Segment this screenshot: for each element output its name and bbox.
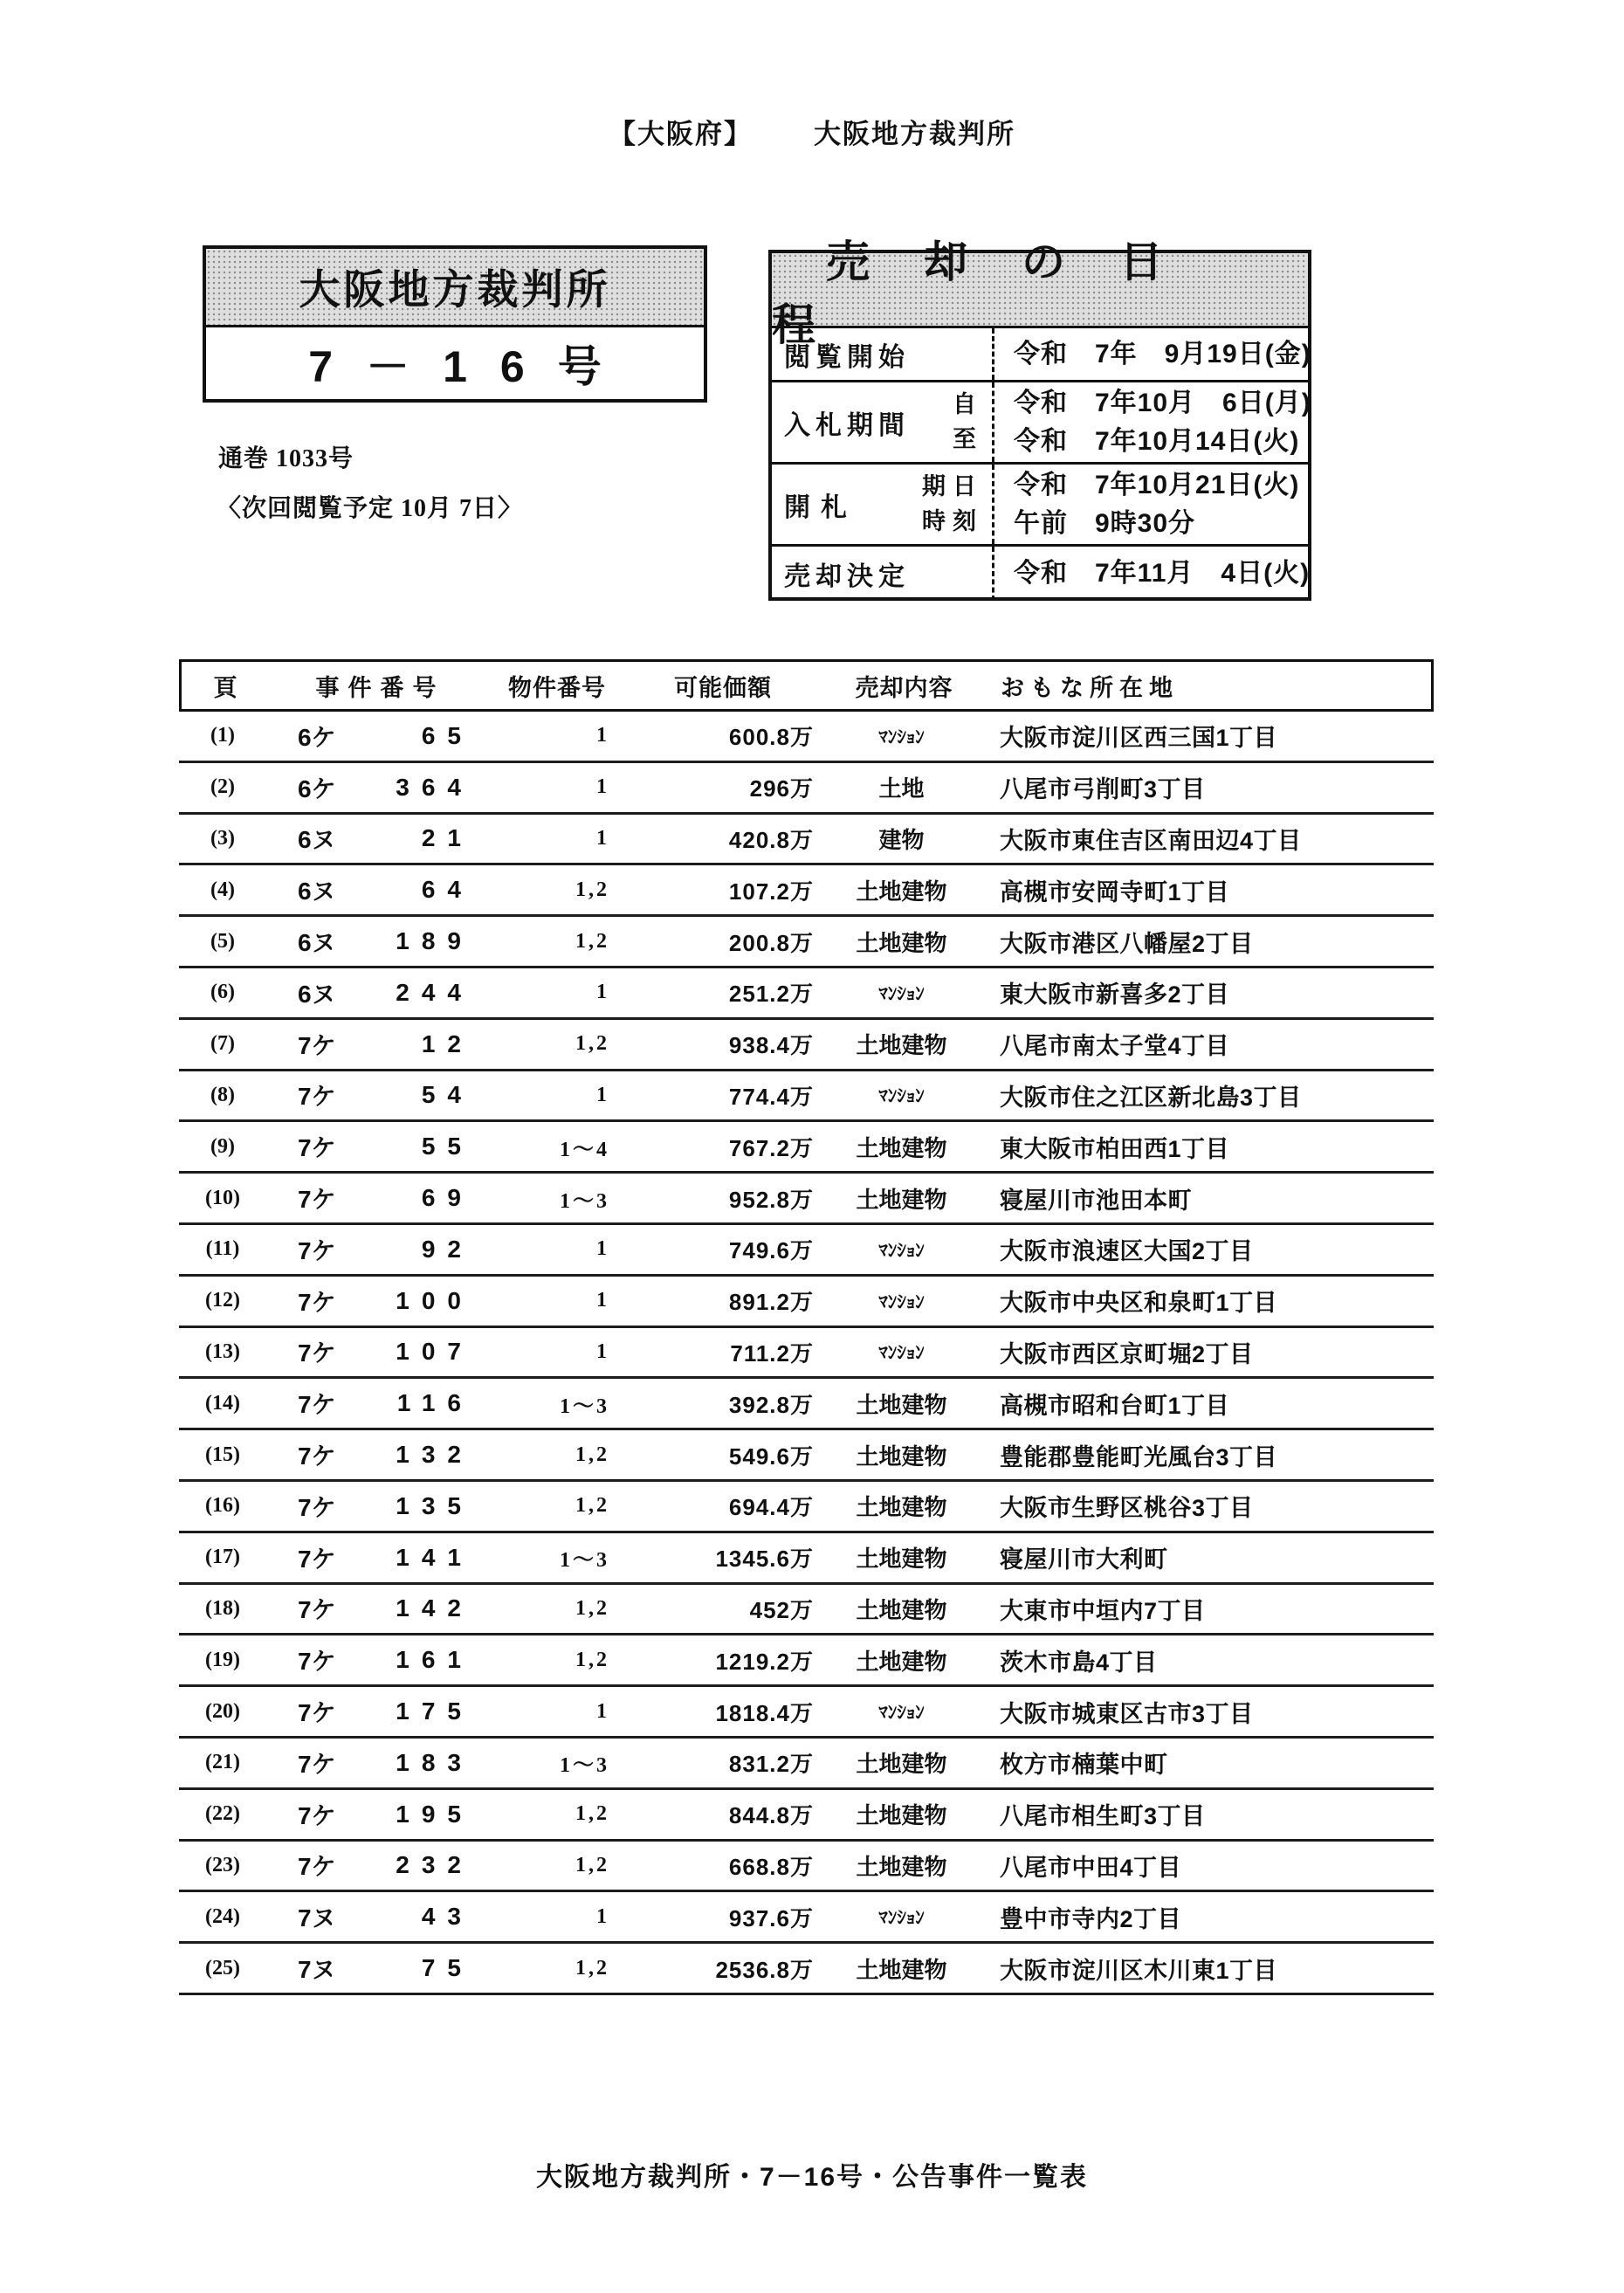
court-name-top: 大阪地方裁判所 xyxy=(814,119,1015,149)
cell-price: 296万 xyxy=(749,775,814,802)
table-row xyxy=(179,1842,1434,1893)
cell-location: 八尾市相生町3丁目 xyxy=(1000,1803,1206,1830)
cell-case-mark: 7ケ xyxy=(298,1391,336,1419)
cell-case-mark: 7ケ xyxy=(298,1339,336,1367)
cell-page: (2) xyxy=(210,775,235,799)
table-row xyxy=(179,1944,1434,1995)
cell-case-mark: 7ヌ xyxy=(298,1956,336,1984)
cell-location: 大阪市浪速区大国2丁目 xyxy=(1000,1238,1254,1265)
cell-location: 東大阪市新喜多2丁目 xyxy=(1000,981,1230,1009)
cell-location: 豊中市寺内2丁目 xyxy=(1000,1905,1182,1932)
cell-sale-type: 土地建物 xyxy=(856,1134,947,1161)
cell-price: 107.2万 xyxy=(728,878,814,905)
cell-case-num: 107 xyxy=(396,1338,473,1366)
cell-location: 大阪市住之江区新北島3丁目 xyxy=(1000,1084,1302,1111)
cell-sale-type: 土地建物 xyxy=(856,1853,947,1880)
cell-case-no xyxy=(266,719,489,754)
cell-sale-type: 建物 xyxy=(878,826,925,853)
cell-case-mark: 6ヌ xyxy=(298,826,336,854)
cell-page: (8) xyxy=(210,1083,235,1106)
table-row xyxy=(179,1122,1434,1174)
cell-page: (6) xyxy=(210,981,235,1004)
table-row xyxy=(179,1379,1434,1430)
cell-case-no xyxy=(266,1797,489,1832)
cell-item-no: 1～3 xyxy=(560,1394,609,1418)
next-viewing-label: 〈次回閲覧予定 10月 7日〉 xyxy=(217,495,524,522)
cell-price: 549.6万 xyxy=(728,1443,814,1470)
cell-item-no: 1,2 xyxy=(575,1956,609,1980)
table-body xyxy=(179,712,1434,1995)
cell-page: (4) xyxy=(210,878,235,901)
schedule-label xyxy=(772,328,992,380)
cell-location: 大阪市城東区古市3丁目 xyxy=(1000,1700,1254,1727)
cell-case-num: 232 xyxy=(396,1851,473,1879)
cell-item-no: 1,2 xyxy=(575,1494,609,1518)
schedule-label xyxy=(772,465,992,544)
cell-price: 952.8万 xyxy=(728,1186,814,1213)
cell-sale-type: 土地建物 xyxy=(856,1648,947,1675)
cell-location: 大阪市生野区桃谷3丁目 xyxy=(1000,1495,1254,1522)
cell-case-num: 195 xyxy=(396,1800,473,1828)
cell-price: 600.8万 xyxy=(728,724,814,751)
col-header-sale-type: 売却内容 xyxy=(855,674,953,701)
cell-price: 694.4万 xyxy=(728,1494,814,1521)
cell-page: (20) xyxy=(205,1699,240,1723)
schedule-row xyxy=(772,328,1311,382)
cell-sale-type: 土地建物 xyxy=(856,878,947,905)
cell-case-num: 43 xyxy=(421,1903,473,1931)
cell-case-num: 64 xyxy=(421,876,473,904)
cell-case-num: 92 xyxy=(421,1235,473,1263)
table-row xyxy=(179,1430,1434,1482)
schedule-value xyxy=(992,547,1310,601)
cell-case-mark: 7ケ xyxy=(298,1288,336,1316)
cell-case-no xyxy=(266,975,489,1010)
cell-case-no xyxy=(266,1951,489,1986)
schedule-rows xyxy=(772,328,1311,601)
cell-page: (13) xyxy=(205,1339,240,1363)
cell-sale-type: 土地建物 xyxy=(856,1494,947,1521)
cell-case-num: 54 xyxy=(421,1081,473,1109)
cell-item-no: 1,2 xyxy=(575,1802,609,1826)
cell-case-mark: 7ケ xyxy=(298,1443,336,1470)
cell-sale-type: ﾏﾝｼｮﾝ xyxy=(878,726,925,747)
table-row xyxy=(179,1277,1434,1328)
cell-case-num: 75 xyxy=(421,1954,473,1982)
cell-case-mark: 7ケ xyxy=(298,1236,336,1264)
cell-sale-type: 土地建物 xyxy=(856,929,947,956)
schedule-label-text: 開札 xyxy=(784,492,857,522)
cell-sale-type: 土地建物 xyxy=(856,1391,947,1418)
cell-case-no xyxy=(266,1694,489,1729)
cell-price: 831.2万 xyxy=(728,1751,814,1778)
cell-case-num: 183 xyxy=(396,1748,473,1776)
cell-case-num: 142 xyxy=(396,1594,473,1622)
col-header-case-no: 事件番号 xyxy=(315,674,445,701)
table-row xyxy=(179,815,1434,866)
table-row xyxy=(179,712,1434,763)
cell-price: 938.4万 xyxy=(728,1032,814,1059)
schedule-value-line: 令和 7年 9月19日(金) xyxy=(1014,339,1311,368)
cell-case-no xyxy=(266,1848,489,1883)
cell-sale-type: ﾏﾝｼｮﾝ xyxy=(878,1908,925,1929)
cell-location: 寝屋川市大利町 xyxy=(1000,1546,1168,1573)
cell-case-no xyxy=(266,1591,489,1626)
cell-case-no xyxy=(266,1746,489,1780)
col-header-item-no: 物件番号 xyxy=(508,674,606,701)
cell-location: 八尾市弓削町3丁目 xyxy=(1000,776,1206,803)
cell-page: (21) xyxy=(205,1751,240,1774)
table-row xyxy=(179,917,1434,968)
schedule-label-text: 売却決定 xyxy=(784,562,910,591)
page-header xyxy=(0,112,1624,151)
cell-case-mark: 6ケ xyxy=(298,775,336,802)
table-row xyxy=(179,763,1434,815)
cell-case-mark: 7ケ xyxy=(298,1493,336,1521)
cell-price: 200.8万 xyxy=(728,929,814,956)
schedule-sublabels xyxy=(953,388,983,456)
cell-case-no xyxy=(266,1489,489,1524)
cell-sale-type: ﾏﾝｼｮﾝ xyxy=(878,983,925,1004)
cell-location: 大阪市中央区和泉町1丁目 xyxy=(1000,1290,1278,1317)
schedule-value-line: 令和 7年10月 6日(月) xyxy=(1014,389,1311,417)
cell-case-mark: 7ケ xyxy=(298,1596,336,1624)
table-row xyxy=(179,1225,1434,1277)
schedule-value xyxy=(992,382,1311,462)
cell-case-no xyxy=(266,1181,489,1215)
cell-price: 2536.8万 xyxy=(715,1956,814,1983)
cell-case-no xyxy=(266,924,489,959)
cell-sale-type: 土地建物 xyxy=(856,1751,947,1778)
cell-item-no: 1,2 xyxy=(575,1596,609,1620)
cell-item-no: 1 xyxy=(596,981,609,1004)
schedule-value-line: 令和 7年10月21日(火) xyxy=(1014,471,1300,499)
table-row xyxy=(179,968,1434,1020)
cell-price: 452万 xyxy=(749,1596,814,1623)
cell-item-no: 1～3 xyxy=(560,1754,609,1778)
cell-sale-type: 土地建物 xyxy=(856,1443,947,1470)
cell-item-no: 1,2 xyxy=(575,929,609,953)
cell-location: 大阪市港区八幡屋2丁目 xyxy=(1000,930,1254,957)
schedule-label xyxy=(772,382,992,462)
cell-item-no: 1,2 xyxy=(575,1648,609,1671)
cell-item-no: 1,2 xyxy=(575,1032,609,1056)
table-row xyxy=(179,1892,1434,1944)
cell-case-num: 175 xyxy=(396,1697,473,1725)
schedule-label-text: 閲覧開始 xyxy=(784,342,910,372)
cell-case-num: 364 xyxy=(396,773,473,801)
table-header-row xyxy=(179,659,1434,712)
cell-case-num: 12 xyxy=(421,1029,473,1057)
schedule-value xyxy=(992,465,1308,544)
cell-page: (10) xyxy=(205,1186,240,1209)
cell-case-num: 21 xyxy=(421,824,473,852)
cell-item-no: 1 xyxy=(596,1699,609,1723)
col-header-price: 可能価額 xyxy=(674,674,772,701)
cell-case-mark: 6ヌ xyxy=(298,929,336,957)
prefecture-label: 【大阪府】 xyxy=(609,119,753,149)
cell-item-no: 1 xyxy=(596,1083,609,1106)
cell-case-no xyxy=(266,1284,489,1319)
cell-location: 八尾市南太子堂4丁目 xyxy=(1000,1033,1230,1060)
schedule-value-line: 令和 7年11月 4日(火) xyxy=(1014,559,1311,589)
col-header-location: おもな所在地 xyxy=(1001,674,1179,701)
schedule-row xyxy=(772,382,1311,465)
cell-case-mark: 7ケ xyxy=(298,1186,336,1214)
table-row xyxy=(179,1790,1434,1842)
schedule-label-text: 入札期間 xyxy=(784,410,910,440)
cell-price: 251.2万 xyxy=(728,981,814,1008)
table-row xyxy=(179,1328,1434,1380)
title-box xyxy=(203,245,707,403)
cell-case-no xyxy=(266,1899,489,1934)
cell-price: 767.2万 xyxy=(728,1134,814,1161)
schedule-sublabel: 至 xyxy=(953,425,983,452)
cell-case-no xyxy=(266,1386,489,1421)
cell-location: 八尾市中田4丁目 xyxy=(1000,1854,1182,1881)
table-row xyxy=(179,1635,1434,1687)
schedule-sublabels xyxy=(922,470,983,538)
cell-page: (3) xyxy=(210,826,235,850)
cell-page: (23) xyxy=(205,1853,240,1876)
cell-location: 寝屋川市池田本町 xyxy=(1000,1187,1192,1214)
cell-sale-type: ﾏﾝｼｮﾝ xyxy=(878,1086,925,1107)
cell-sale-type: ﾏﾝｼｮﾝ xyxy=(878,1703,925,1724)
cell-case-no xyxy=(266,1129,489,1164)
table-row xyxy=(179,1739,1434,1790)
cell-case-mark: 7ケ xyxy=(298,1801,336,1829)
cell-case-num: 135 xyxy=(396,1491,473,1519)
cell-price: 1219.2万 xyxy=(715,1648,814,1675)
cell-sale-type: ﾏﾝｼｮﾝ xyxy=(878,1343,925,1364)
cell-price: 1818.4万 xyxy=(715,1699,814,1726)
cell-page: (19) xyxy=(205,1648,240,1671)
cell-page: (18) xyxy=(205,1596,240,1620)
table-row xyxy=(179,1174,1434,1225)
schedule-value-line: 令和 7年10月14日(火) xyxy=(1014,426,1300,456)
cell-page: (22) xyxy=(205,1802,240,1826)
cell-case-mark: 7ケ xyxy=(298,1699,336,1727)
cell-price: 891.2万 xyxy=(728,1289,814,1316)
cell-location: 大阪市西区京町堀2丁目 xyxy=(1000,1340,1254,1367)
cell-item-no: 1～3 xyxy=(560,1189,609,1213)
cell-price: 392.8万 xyxy=(728,1391,814,1418)
schedule-row xyxy=(772,465,1308,547)
cell-page: (17) xyxy=(205,1546,240,1569)
schedule-sublabel: 自 xyxy=(953,391,983,418)
cell-sale-type: 土地建物 xyxy=(856,1596,947,1623)
cell-location: 大東市中垣内7丁目 xyxy=(1000,1597,1206,1624)
cell-price: 749.6万 xyxy=(728,1237,814,1264)
cell-case-num: 100 xyxy=(396,1286,473,1314)
schedule-sublabel: 時刻 xyxy=(922,507,983,534)
cell-page: (16) xyxy=(205,1494,240,1518)
schedule-label xyxy=(772,547,992,601)
cell-case-no xyxy=(266,1027,489,1062)
schedule-row xyxy=(772,547,1311,601)
cell-page: (12) xyxy=(205,1289,240,1312)
cell-item-no: 1 xyxy=(596,1339,609,1363)
cell-case-no xyxy=(266,1334,489,1369)
cell-item-no: 1 xyxy=(596,1237,609,1261)
cell-case-no xyxy=(266,1437,489,1472)
page-footer: 大阪地方裁判所・7－16号・公告事件一覧表 xyxy=(535,2163,1089,2192)
cell-case-mark: 6ヌ xyxy=(298,878,336,905)
cell-case-num: 65 xyxy=(421,721,473,749)
schedule-box xyxy=(768,237,1311,601)
cell-item-no: 1～3 xyxy=(560,1549,609,1573)
cell-case-mark: 7ケ xyxy=(298,1750,336,1778)
cell-case-no xyxy=(266,1642,489,1677)
cell-case-mark: 7ケ xyxy=(298,1648,336,1676)
cell-location: 大阪市淀川区木川東1丁目 xyxy=(1000,1957,1278,1984)
cell-case-mark: 7ケ xyxy=(298,1083,336,1111)
cell-item-no: 1,2 xyxy=(575,1853,609,1876)
cell-case-num: 116 xyxy=(396,1389,473,1417)
cell-item-no: 1 xyxy=(596,775,609,799)
cell-case-num: 161 xyxy=(396,1646,473,1674)
cell-location: 茨木市島4丁目 xyxy=(1000,1649,1158,1676)
cell-page: (7) xyxy=(210,1032,235,1056)
schedule-value-line: 午前 9時30分 xyxy=(1014,508,1196,538)
table-row xyxy=(179,1687,1434,1739)
cell-case-num: 132 xyxy=(396,1441,473,1469)
cell-page: (14) xyxy=(205,1391,240,1415)
cell-case-no xyxy=(266,1232,489,1267)
cell-case-no xyxy=(266,872,489,907)
schedule-sublabel: 期日 xyxy=(922,473,983,500)
table-row xyxy=(179,1585,1434,1636)
cell-price: 937.6万 xyxy=(728,1904,814,1931)
cell-price: 711.2万 xyxy=(730,1339,814,1367)
cell-item-no: 1 xyxy=(596,1904,609,1928)
cell-case-no xyxy=(266,1078,489,1112)
cell-case-mark: 7ケ xyxy=(298,1134,336,1162)
cell-page: (11) xyxy=(205,1237,240,1261)
cell-location: 高槻市昭和台町1丁目 xyxy=(1000,1392,1230,1419)
cell-price: 1345.6万 xyxy=(715,1546,814,1573)
cell-case-mark: 7ケ xyxy=(298,1031,336,1059)
cell-sale-type: 土地建物 xyxy=(856,1032,947,1059)
cell-case-mark: 6ヌ xyxy=(298,980,336,1008)
schedule-title: 売却の日程 xyxy=(772,253,1308,328)
cell-location: 豊能郡豊能町光風台3丁目 xyxy=(1000,1443,1278,1470)
table-row xyxy=(179,1020,1434,1071)
court-title: 大阪地方裁判所 xyxy=(206,249,704,327)
cell-item-no: 1 xyxy=(596,724,609,747)
volume-label: 通巻 1033号 xyxy=(218,445,354,472)
cell-location: 東大阪市柏田西1丁目 xyxy=(1000,1135,1230,1162)
cell-page: (9) xyxy=(210,1134,235,1158)
cell-item-no: 1,2 xyxy=(575,1443,609,1466)
table-row xyxy=(179,1533,1434,1585)
cell-page: (24) xyxy=(205,1904,240,1928)
issue-number: 7－16号 xyxy=(206,327,704,399)
table-row xyxy=(179,1071,1434,1123)
cell-sale-type: 土地 xyxy=(878,775,925,802)
cell-case-num: 189 xyxy=(396,927,473,955)
cell-case-no xyxy=(266,1540,489,1575)
cell-sale-type: 土地建物 xyxy=(856,1546,947,1573)
cell-item-no: 1 xyxy=(596,1289,609,1312)
listing-table xyxy=(179,659,1434,1995)
cell-item-no: 1～4 xyxy=(560,1138,609,1161)
cell-price: 420.8万 xyxy=(728,826,814,853)
cell-location: 大阪市淀川区西三国1丁目 xyxy=(1000,725,1278,752)
table-row xyxy=(179,865,1434,917)
cell-price: 668.8万 xyxy=(728,1853,814,1880)
cell-case-num: 69 xyxy=(421,1184,473,1212)
cell-page: (1) xyxy=(210,724,235,747)
cell-case-num: 141 xyxy=(396,1543,473,1571)
cell-case-mark: 7ケ xyxy=(298,1853,336,1881)
cell-item-no: 1,2 xyxy=(575,878,609,901)
cell-case-mark: 7ケ xyxy=(298,1545,336,1573)
cell-location: 枚方市楠葉中町 xyxy=(1000,1752,1168,1779)
cell-location: 大阪市東住吉区南田辺4丁目 xyxy=(1000,827,1302,854)
schedule-value xyxy=(992,328,1311,380)
cell-case-mark: 6ケ xyxy=(298,723,336,751)
cell-sale-type: 土地建物 xyxy=(856,1186,947,1213)
cell-case-no xyxy=(266,821,489,856)
cell-case-num: 55 xyxy=(421,1133,473,1160)
cell-price: 774.4万 xyxy=(728,1083,814,1110)
cell-case-no xyxy=(266,770,489,805)
cell-location: 高槻市安岡寺町1丁目 xyxy=(1000,878,1230,905)
cell-sale-type: 土地建物 xyxy=(856,1956,947,1983)
cell-case-num: 244 xyxy=(396,978,473,1006)
cell-price: 844.8万 xyxy=(728,1802,814,1829)
cell-sale-type: 土地建物 xyxy=(856,1802,947,1829)
cell-page: (25) xyxy=(205,1956,240,1980)
cell-page: (5) xyxy=(210,929,235,953)
cell-item-no: 1 xyxy=(596,826,609,850)
cell-case-mark: 7ヌ xyxy=(298,1904,336,1932)
col-header-page: 頁 xyxy=(213,674,237,701)
cell-sale-type: ﾏﾝｼｮﾝ xyxy=(878,1240,925,1261)
cell-page: (15) xyxy=(205,1443,240,1466)
table-row xyxy=(179,1482,1434,1533)
cell-sale-type: ﾏﾝｼｮﾝ xyxy=(878,1291,925,1312)
